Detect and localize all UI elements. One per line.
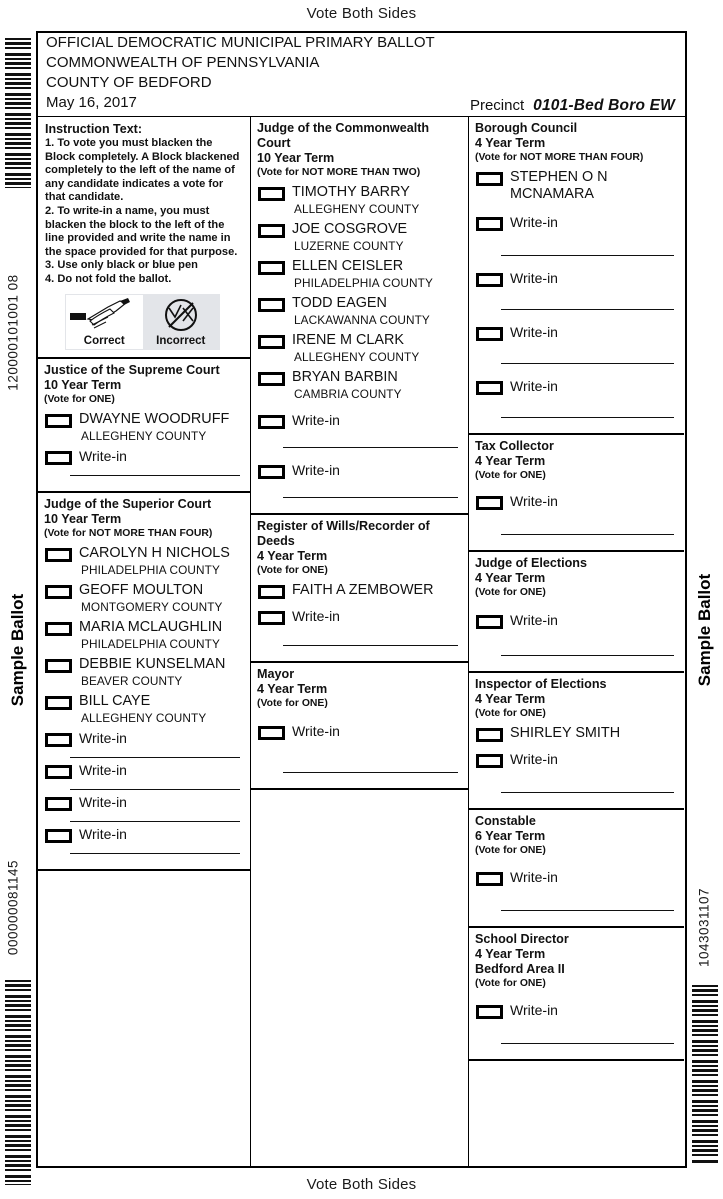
writein-label: Write-in xyxy=(79,761,127,778)
candidate-row[interactable] xyxy=(44,582,244,599)
office-term: 6 Year Term xyxy=(475,829,546,843)
writein-label: Write-in xyxy=(79,447,127,464)
vote-box[interactable] xyxy=(45,659,72,673)
writein-row[interactable] xyxy=(257,412,462,429)
vote-box[interactable] xyxy=(476,273,503,287)
office-term: 4 Year Term xyxy=(257,549,328,563)
vote-box[interactable] xyxy=(476,615,503,629)
writein-label: Write-in xyxy=(79,729,127,746)
writein-label: Write-in xyxy=(510,493,558,509)
vote-for-instruction: (Vote for ONE) xyxy=(257,565,328,576)
writein-label: Write-in xyxy=(79,793,127,810)
candidate-county: ALLEGHENY COUNTY xyxy=(81,710,207,725)
writein-line[interactable] xyxy=(70,821,240,822)
candidate-county: BEAVER COUNTY xyxy=(81,673,183,688)
candidate-name: DWAYNE WOODRUFF xyxy=(79,410,230,427)
vote-for-instruction: (Vote for ONE) xyxy=(44,393,115,405)
instruction-item-1: 1. To vote you must blacken the Block completely. A Block blackened completely to the left of the name of any candidate indicates a vote for that candidate. xyxy=(45,137,240,204)
candidate-row[interactable] xyxy=(475,725,678,742)
writein-row[interactable] xyxy=(475,751,678,768)
candidate-name: MARIA MCLAUGHLIN xyxy=(79,618,223,635)
writein-row[interactable] xyxy=(475,493,678,510)
instruction-block xyxy=(38,117,250,359)
candidate-row[interactable] xyxy=(257,582,462,599)
vote-box[interactable] xyxy=(258,298,285,312)
candidate-row[interactable] xyxy=(257,221,462,238)
office-term: 4 Year Term xyxy=(475,454,546,468)
vote-box[interactable] xyxy=(45,765,72,779)
hand-pen-icon xyxy=(68,297,140,333)
writein-row[interactable] xyxy=(475,612,678,629)
instruction-item-3: 3. Use only black or blue pen xyxy=(45,259,198,272)
writein-row[interactable] xyxy=(475,324,678,341)
ballot-header xyxy=(38,33,685,117)
writein-row[interactable] xyxy=(44,826,244,843)
vote-box[interactable] xyxy=(45,829,72,843)
candidate-county: LUZERNE COUNTY xyxy=(294,239,404,253)
vote-for-instruction: (Vote for NOT MORE THAN TWO) xyxy=(257,167,421,178)
office-term: 4 Year Term xyxy=(475,571,546,585)
writein-row[interactable] xyxy=(475,214,678,231)
office-term: 10 Year Term xyxy=(257,151,335,165)
contest-tax-collector xyxy=(469,435,684,552)
office-title: Judge of the Commonwealth Court xyxy=(257,121,430,150)
writein-line[interactable] xyxy=(70,475,240,476)
contest-judge-of-elections xyxy=(469,552,684,673)
vote-box[interactable] xyxy=(45,585,72,599)
ballot-serial-right: 1043031107 xyxy=(696,887,712,968)
office-term: 4 Year Term xyxy=(475,692,546,706)
candidate-name: IRENE M CLARK xyxy=(292,332,404,348)
contest-register-of-wills xyxy=(251,515,468,663)
vote-box[interactable] xyxy=(476,217,503,231)
office-title: Judge of Elections xyxy=(475,556,587,570)
instruction-title: Instruction Text: xyxy=(45,122,142,136)
writein-label: Write-in xyxy=(292,608,340,624)
office-title: Constable xyxy=(475,814,536,828)
vote-box[interactable] xyxy=(45,622,72,636)
contest-constable xyxy=(469,810,684,928)
vote-box[interactable] xyxy=(476,327,503,341)
writein-line[interactable] xyxy=(501,417,674,418)
ballot-frame xyxy=(36,31,687,1168)
candidate-row[interactable] xyxy=(257,369,462,386)
writein-row[interactable] xyxy=(44,448,244,465)
candidate-name: DEBBIE KUNSELMAN xyxy=(79,655,226,672)
writein-row[interactable] xyxy=(44,794,244,811)
vote-box[interactable] xyxy=(45,733,72,747)
contest-mayor xyxy=(251,663,468,790)
writein-line[interactable] xyxy=(283,497,458,498)
candidate-row[interactable] xyxy=(44,411,244,428)
writein-label: Write-in xyxy=(510,1002,558,1018)
barcode-bottom-left xyxy=(5,980,31,1185)
vote-box[interactable] xyxy=(258,372,285,386)
office-term: 4 Year Term xyxy=(475,136,546,150)
header-line-1: OFFICIAL DEMOCRATIC MUNICIPAL PRIMARY BALLOT xyxy=(46,34,435,51)
no-symbol-icon xyxy=(159,297,203,335)
candidate-county: PHILADELPHIA COUNTY xyxy=(294,276,433,290)
contest-judge-commonwealth-court xyxy=(251,117,468,515)
writein-label: Write-in xyxy=(510,612,558,628)
candidate-name: FAITH A ZEMBOWER xyxy=(292,582,434,598)
election-date: May 16, 2017 xyxy=(46,94,137,111)
writein-line[interactable] xyxy=(501,255,674,256)
column-middle xyxy=(251,117,469,1167)
writein-row[interactable] xyxy=(475,378,678,395)
writein-row[interactable] xyxy=(257,723,462,740)
writein-line[interactable] xyxy=(283,772,458,773)
vote-box[interactable] xyxy=(258,335,285,349)
vote-for-instruction: (Vote for ONE) xyxy=(475,845,546,856)
candidate-county: MONTGOMERY COUNTY xyxy=(81,599,223,614)
writein-line[interactable] xyxy=(501,910,674,911)
office-title: Inspector of Elections xyxy=(475,677,607,691)
contest-inspector-of-elections xyxy=(469,673,684,810)
vote-for-instruction: (Vote for NOT MORE THAN FOUR) xyxy=(44,527,213,539)
writein-line[interactable] xyxy=(501,309,674,310)
vote-for-instruction: (Vote for ONE) xyxy=(475,587,546,598)
candidate-row[interactable] xyxy=(475,169,678,203)
vote-for-instruction: (Vote for ONE) xyxy=(475,470,546,481)
candidate-row[interactable] xyxy=(257,258,462,275)
writein-line[interactable] xyxy=(501,655,674,656)
candidate-name: CAROLYN H NICHOLS xyxy=(79,544,230,561)
candidate-name: STEPHEN O N MCNAMARA xyxy=(510,169,608,202)
writein-line[interactable] xyxy=(70,757,240,758)
precinct-value: 0101-Bed Boro EW xyxy=(533,97,675,114)
candidate-row[interactable] xyxy=(44,619,244,636)
candidate-county: LACKAWANNA COUNTY xyxy=(294,313,430,327)
vote-box[interactable] xyxy=(258,224,285,238)
ballot-serial-bottom-left: 000000081145 xyxy=(5,859,21,956)
contest-borough-council xyxy=(469,117,684,435)
candidate-name: TIMOTHY BARRY xyxy=(292,184,410,200)
candidate-row[interactable] xyxy=(44,656,244,673)
candidate-row[interactable] xyxy=(257,184,462,201)
contest-school-director xyxy=(469,928,684,1061)
candidate-county: ALLEGHENY COUNTY xyxy=(294,202,420,216)
writein-line[interactable] xyxy=(501,792,674,793)
contest-justice-supreme-court xyxy=(38,359,250,493)
candidate-county: PHILADELPHIA COUNTY xyxy=(81,562,220,577)
candidate-name: JOE COSGROVE xyxy=(292,221,408,237)
candidate-county: PHILADELPHIA COUNTY xyxy=(81,636,220,651)
candidate-row[interactable] xyxy=(44,693,244,710)
left-rail xyxy=(0,0,36,1199)
candidate-county: CAMBRIA COUNTY xyxy=(294,387,402,401)
candidate-row[interactable] xyxy=(257,295,462,312)
ballot-serial-top-left: 120000101001 08 xyxy=(5,274,21,391)
writein-line[interactable] xyxy=(70,853,240,854)
office-title: School Director xyxy=(475,932,569,946)
vote-box[interactable] xyxy=(258,726,285,740)
writein-row[interactable] xyxy=(257,608,462,625)
writein-label: Write-in xyxy=(510,270,558,286)
candidate-county: ALLEGHENY COUNTY xyxy=(294,350,420,364)
correct-example xyxy=(66,295,143,349)
writein-row[interactable] xyxy=(44,762,244,779)
writein-label: Write-in xyxy=(510,324,558,340)
incorrect-example xyxy=(143,295,220,349)
precinct-label: Precinct xyxy=(469,97,525,114)
writein-row[interactable] xyxy=(44,730,244,747)
office-term: 10 Year Term xyxy=(44,511,122,526)
writein-label: Write-in xyxy=(510,378,558,394)
writein-label: Write-in xyxy=(510,869,558,885)
writein-line[interactable] xyxy=(501,1043,674,1044)
vote-for-instruction: (Vote for NOT MORE THAN FOUR) xyxy=(475,152,644,163)
office-title: Judge of the Superior Court xyxy=(44,496,212,511)
writein-line[interactable] xyxy=(501,363,674,364)
marking-example-image xyxy=(65,294,220,350)
vote-box[interactable] xyxy=(476,381,503,395)
precinct-field xyxy=(470,97,675,115)
vote-box[interactable] xyxy=(476,1005,503,1019)
vote-box[interactable] xyxy=(258,585,285,599)
writein-line[interactable] xyxy=(70,789,240,790)
vote-box[interactable] xyxy=(45,451,72,465)
vote-box[interactable] xyxy=(476,754,503,768)
sample-ballot-label-left: Sample Ballot xyxy=(8,593,27,707)
vote-box[interactable] xyxy=(258,465,285,479)
vote-both-sides-bottom: Vote Both Sides xyxy=(306,1176,417,1193)
writein-label: Write-in xyxy=(510,214,558,230)
vote-for-instruction: (Vote for ONE) xyxy=(475,708,546,719)
correct-caption: Correct xyxy=(83,334,125,347)
barcode-bottom-right xyxy=(692,985,718,1165)
vote-box[interactable] xyxy=(476,872,503,886)
office-term: 4 Year Term xyxy=(257,682,328,696)
writein-label: Write-in xyxy=(292,412,340,428)
writein-row[interactable] xyxy=(475,869,678,886)
vote-box[interactable] xyxy=(45,548,72,562)
vote-box[interactable] xyxy=(258,187,285,201)
ballot-columns xyxy=(38,117,685,1167)
vote-both-sides-top: Vote Both Sides xyxy=(306,5,417,22)
sample-ballot-label-right: Sample Ballot xyxy=(695,573,714,687)
office-title: Justice of the Supreme Court xyxy=(44,362,220,377)
vote-for-instruction: (Vote for ONE) xyxy=(475,978,546,989)
candidate-name: SHIRLEY SMITH xyxy=(510,725,621,741)
contest-judge-superior-court xyxy=(38,493,250,871)
office-term: 4 Year Term xyxy=(475,947,546,961)
vote-box[interactable] xyxy=(258,611,285,625)
vote-box[interactable] xyxy=(45,696,72,710)
office-title: Mayor xyxy=(257,667,295,681)
vote-for-instruction: (Vote for ONE) xyxy=(257,698,328,709)
office-term: 10 Year Term xyxy=(44,377,122,392)
candidate-county: ALLEGHENY COUNTY xyxy=(81,428,207,443)
vote-box[interactable] xyxy=(258,261,285,275)
writein-label: Write-in xyxy=(79,825,127,842)
header-line-3: COUNTY OF BEDFORD xyxy=(46,74,212,91)
office-title: Tax Collector xyxy=(475,439,554,453)
writein-row[interactable] xyxy=(257,462,462,479)
writein-line[interactable] xyxy=(283,447,458,448)
column-left xyxy=(38,117,251,1167)
writein-label: Write-in xyxy=(292,723,340,739)
candidate-name: BRYAN BARBIN xyxy=(292,369,398,385)
vote-box[interactable] xyxy=(45,797,72,811)
writein-label: Write-in xyxy=(292,462,340,478)
candidate-row[interactable] xyxy=(44,545,244,562)
vote-box[interactable] xyxy=(476,496,503,510)
column-right xyxy=(469,117,684,1167)
writein-row[interactable] xyxy=(475,1002,678,1019)
candidate-row[interactable] xyxy=(257,332,462,349)
writein-line[interactable] xyxy=(501,534,674,535)
writein-row[interactable] xyxy=(475,270,678,287)
header-line-2: COMMONWEALTH OF PENNSYLVANIA xyxy=(46,54,320,71)
vote-box[interactable] xyxy=(258,415,285,429)
vote-box[interactable] xyxy=(45,414,72,428)
candidate-name: ELLEN CEISLER xyxy=(292,258,404,274)
instruction-item-2: 2. To write-in a name, you must blacken the block to the left of the line provided and write the name in the space provided for that purpose. xyxy=(45,204,238,258)
office-title: Borough Council xyxy=(475,121,578,135)
vote-box[interactable] xyxy=(476,728,503,742)
office-title: Register of Wills/Recorder of Deeds xyxy=(257,519,430,548)
writein-line[interactable] xyxy=(283,645,458,646)
right-rail xyxy=(687,0,723,1199)
candidate-name: BILL CAYE xyxy=(79,692,151,709)
school-district: Bedford Area II xyxy=(475,962,565,976)
instruction-item-4: 4. Do not fold the ballot. xyxy=(45,272,172,285)
candidate-name: TODD EAGEN xyxy=(292,295,387,311)
barcode-top-left xyxy=(5,38,31,188)
writein-label: Write-in xyxy=(510,751,558,767)
candidate-name: GEOFF MOULTON xyxy=(79,581,204,598)
incorrect-caption: Incorrect xyxy=(156,334,206,347)
vote-box[interactable] xyxy=(476,172,503,186)
